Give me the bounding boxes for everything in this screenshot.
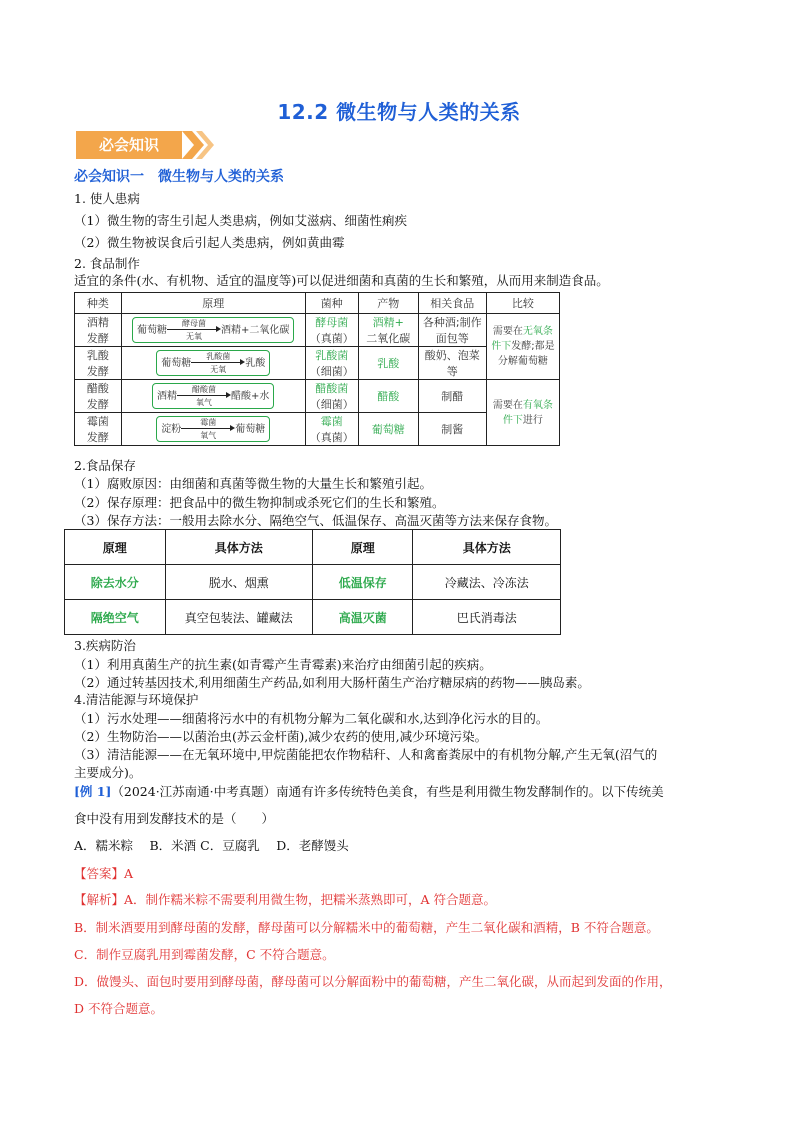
table-row — [65, 600, 561, 635]
list-item: （1）腐败原因：由细菌和真菌等微生物的大量生长和繁殖引起。 — [74, 476, 432, 491]
table-row — [75, 314, 560, 347]
storage-table — [64, 529, 561, 635]
table-header: 相关食品 — [418, 293, 486, 314]
section-banner — [76, 131, 222, 159]
analysis-line: C．制作豆腐乳用到霉菌发酵，C 不符合题意。 — [74, 947, 335, 962]
table-cell: 低温保存 — [312, 565, 413, 600]
fermentation-principle — [121, 314, 305, 347]
fermentation-kind: 酒精 发酵 — [75, 314, 122, 347]
product: 葡萄糖 — [358, 413, 418, 446]
heading-food-storage: 2.食品保存 — [74, 458, 136, 473]
product: 乳酸 — [358, 347, 418, 380]
table-row — [65, 565, 561, 600]
table-header: 原理 — [65, 530, 166, 565]
example-label: [例 1] — [74, 784, 112, 799]
answer: 【答案】A — [74, 866, 134, 881]
list-item: （1）微生物的寄生引起人类患病，例如艾滋病、细菌性痢疾 — [74, 213, 407, 228]
microbe: 醋酸菌 （细菌） — [305, 380, 358, 413]
fermentation-principle — [121, 413, 305, 446]
reaction-box: 酒精 醋酸菌 氧气 醋酸+水 — [152, 383, 274, 409]
reaction-arrow: 酵母菌 无氧 — [167, 319, 221, 341]
reaction-box: 葡萄糖 酵母菌 无氧 酒精+二氧化碳 — [132, 317, 294, 343]
microbe: 酵母菌 （真菌） — [305, 314, 358, 347]
fermentation-principle — [121, 347, 305, 380]
heading-clean-energy: 4.清洁能源与环境保护 — [74, 692, 199, 707]
table-cell: 巴氏消毒法 — [413, 600, 561, 635]
table-row — [75, 380, 560, 413]
table-header: 原理 — [312, 530, 413, 565]
reaction-arrow: 乳酸菌 无氧 — [191, 352, 245, 374]
reaction-arrow: 醋酸菌 氧气 — [177, 385, 231, 407]
analysis-line: D 不符合题意。 — [74, 1001, 163, 1016]
microbe: 霉菌 （真菌） — [305, 413, 358, 446]
banner-label: 必会知识 — [76, 131, 182, 159]
list-item: （1）污水处理——细菌将污水中的有机物分解为二氧化碳和水,达到净化污水的目的。 — [74, 711, 549, 726]
list-item: （3）清洁能源——在无氧环境中,甲烷菌能把农作物秸秆、人和禽畜粪尿中的有机物分解,产生无氧(沼气的 — [74, 747, 658, 762]
analysis-line: 【解析】A．制作糯米粽不需要利用微生物，把糯米蒸熟即可，A 符合题意。 — [74, 892, 497, 907]
related-food: 各种酒;制作面包等 — [418, 314, 486, 347]
reaction-box: 葡萄糖 乳酸菌 无氧 乳酸 — [156, 350, 270, 376]
table-header: 具体方法 — [413, 530, 561, 565]
list-item: （3）保存方法：一般用去除水分、隔绝空气、低温保存、高温灭菌等方法来保存食物。 — [74, 513, 557, 528]
table-header: 比较 — [486, 293, 559, 314]
example-options: A．糯米粽 B．米酒 C．豆腐乳 D．老酵馒头 — [74, 838, 349, 853]
list-item: （2）生物防治——以菌治虫(苏云金杆菌),减少农药的使用,减少环境污染。 — [74, 729, 488, 744]
heading-food-making: 2. 食品制作 — [74, 256, 140, 271]
fermentation-kind: 醋酸 发酵 — [75, 380, 122, 413]
chevron-right-icon — [182, 131, 222, 159]
product: 醋酸 — [358, 380, 418, 413]
table-cell: 除去水分 — [65, 565, 166, 600]
related-food: 制醋 — [418, 380, 486, 413]
product: 酒精+ 二氧化碳 — [358, 314, 418, 347]
analysis-line: D．做馒头、面包时要用到酵母菌，酵母菌可以分解面粉中的葡萄糖，产生二氧化碳，从而起到发面的作用， — [74, 974, 672, 989]
list-item: （2）保存原理：把食品中的微生物抑制或杀死它们的生长和繁殖。 — [74, 495, 445, 510]
page-title: 12.2 微生物与人类的关系 — [277, 100, 521, 124]
table-cell: 冷藏法、冷冻法 — [413, 565, 561, 600]
compare-anaerobic: 需要在无氧条件下发酵;都是分解葡萄糖 — [486, 314, 559, 380]
heading-disease: 1. 使人患病 — [74, 191, 140, 206]
related-food: 制酱 — [418, 413, 486, 446]
table-cell: 隔绝空气 — [65, 600, 166, 635]
list-item: 主要成分)。 — [74, 765, 142, 780]
section-heading: 必会知识一 微生物与人类的关系 — [74, 169, 284, 185]
list-item: （2）微生物被误食后引起人类患病，例如黄曲霉 — [74, 235, 345, 250]
table-cell: 高温灭菌 — [312, 600, 413, 635]
fermentation-principle — [121, 380, 305, 413]
reaction-box: 淀粉 霉菌 氧气 葡萄糖 — [156, 416, 270, 442]
heading-disease-prevention: 3.疾病防治 — [74, 638, 136, 653]
related-food: 酸奶、泡菜等 — [418, 347, 486, 380]
compare-aerobic: 需要在有氧条件下进行 — [486, 380, 559, 446]
table-cell: 真空包装法、罐藏法 — [165, 600, 312, 635]
table-cell: 脱水、烟熏 — [165, 565, 312, 600]
table-header-row — [65, 530, 561, 565]
table-header: 产物 — [358, 293, 418, 314]
table-header-row — [75, 293, 560, 314]
table-header: 原理 — [121, 293, 305, 314]
microbe: 乳酸菌 （细菌） — [305, 347, 358, 380]
fermentation-table — [74, 292, 560, 446]
reaction-arrow: 霉菌 氧气 — [181, 418, 235, 440]
list-item: （2）通过转基因技术,利用细菌生产药品,如利用大肠杆菌生产治疗糖尿病的药物——胰岛素。 — [74, 675, 590, 690]
table-header: 菌种 — [305, 293, 358, 314]
example-stem: [例 1]（2024·江苏南通·中考真题）南通有许多传统特色美食，有些是利用微生物发酵制作的。以下传统美 — [74, 784, 664, 799]
food-making-intro: 适宜的条件(水、有机物、适宜的温度等)可以促进细菌和真菌的生长和繁殖，从而用来制造食品。 — [74, 273, 609, 288]
example-stem-cont: 食中没有用到发酵技术的是（ ） — [74, 811, 275, 826]
fermentation-kind: 霉菌 发酵 — [75, 413, 122, 446]
list-item: （1）利用真菌生产的抗生素(如青霉产生青霉素)来治疗由细菌引起的疾病。 — [74, 657, 492, 672]
table-header: 具体方法 — [165, 530, 312, 565]
fermentation-kind: 乳酸 发酵 — [75, 347, 122, 380]
analysis-line: B．制米酒要用到酵母菌的发酵，酵母菌可以分解糯米中的葡萄糖，产生二氧化碳和酒精，B 不符合题意。 — [74, 920, 659, 935]
table-header: 种类 — [75, 293, 122, 314]
